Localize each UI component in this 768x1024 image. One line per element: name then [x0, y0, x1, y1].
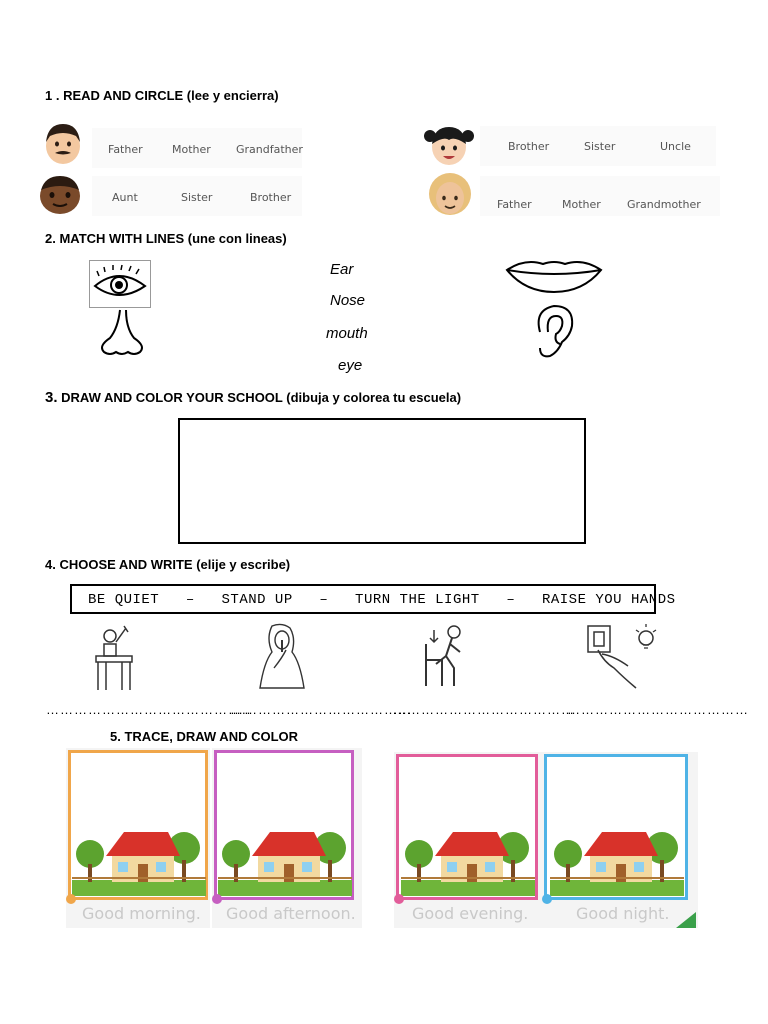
- panel-tag-d: [542, 894, 552, 904]
- house-scene-icon: [400, 824, 536, 896]
- option-uncle[interactable]: Uncle: [660, 140, 691, 153]
- section2-title: 2. MATCH WITH LINES (une con lineas): [45, 231, 287, 246]
- match-word-ear[interactable]: Ear: [330, 261, 354, 278]
- scene-panel-afternoon: [212, 748, 362, 928]
- section3-title: [45, 389, 461, 406]
- caption-good-afternoon: Good afternoon.: [226, 904, 356, 923]
- options-row-4: [480, 176, 720, 216]
- options-row-1: [92, 128, 302, 168]
- caption-good-night: Good night.: [576, 904, 670, 923]
- section3-number: 3.: [45, 389, 58, 406]
- section5-title: 5. TRACE, DRAW AND COLOR: [110, 729, 299, 744]
- man-mustache-face-icon: [42, 120, 84, 166]
- option-grandfather[interactable]: Grandfather: [236, 143, 303, 156]
- house-scene-icon: [548, 824, 686, 896]
- house-scene-icon: [72, 824, 206, 896]
- answer-blank-2[interactable]: …………………………………: [230, 702, 412, 717]
- panel-tag-c: [394, 894, 404, 904]
- panel-tag-a: [66, 894, 76, 904]
- school-drawing-box[interactable]: [178, 418, 586, 544]
- scene-panel-morning: [66, 748, 210, 928]
- match-word-nose[interactable]: Nose: [330, 292, 366, 309]
- option-aunt[interactable]: Aunt: [112, 191, 138, 204]
- option-father[interactable]: Father: [108, 143, 143, 156]
- section1-title: 1 . READ AND CIRCLE (lee y encierra): [45, 88, 279, 103]
- phrase-bank-box: [70, 584, 676, 614]
- panel-tag-b: [212, 894, 222, 904]
- nose-icon: [96, 308, 148, 358]
- option-father[interactable]: Father: [497, 198, 532, 211]
- eye-icon: [89, 260, 151, 308]
- match-word-mouth[interactable]: mouth: [326, 325, 368, 342]
- answer-blank-1[interactable]: ……………………………………..: [46, 702, 252, 717]
- option-brother[interactable]: Brother: [250, 191, 292, 204]
- options-row-2: [92, 176, 302, 216]
- options-row-3: [480, 126, 716, 166]
- dark-skin-face-icon: [37, 172, 83, 216]
- answer-blank-4[interactable]: …………………………………: [567, 702, 749, 717]
- mouth-icon: [503, 254, 605, 296]
- raise-hand-student-icon: [92, 622, 136, 692]
- scene-panel-night: [542, 752, 698, 928]
- option-mother[interactable]: Mother: [562, 198, 601, 211]
- curly-blond-face-icon: [427, 172, 473, 218]
- caption-good-morning: Good morning.: [82, 904, 201, 923]
- section4-title: 4. CHOOSE AND WRITE (elije y escribe): [45, 557, 291, 572]
- option-sister[interactable]: Sister: [181, 191, 213, 204]
- option-brother[interactable]: Brother: [508, 140, 550, 153]
- phrase-bank: BE QUIET – STAND UP – TURN THE LIGHT – RAISE YOU HANDS: [88, 592, 676, 608]
- answer-blank-3[interactable]: …………………………………: [393, 702, 575, 717]
- scene-panel-evening: [394, 752, 542, 928]
- section3-text: DRAW AND COLOR YOUR SCHOOL (dibuja y colorea tu escuela): [61, 390, 462, 405]
- stand-up-person-icon: [420, 624, 468, 688]
- girl-pigtails-face-icon: [424, 122, 474, 168]
- match-word-eye[interactable]: eye: [338, 357, 363, 374]
- option-grandmother[interactable]: Grandmother: [627, 198, 701, 211]
- option-sister[interactable]: Sister: [584, 140, 616, 153]
- corner-triangle-icon: [676, 912, 696, 928]
- ear-icon: [530, 302, 578, 360]
- option-mother[interactable]: Mother: [172, 143, 211, 156]
- caption-good-evening: Good evening.: [412, 904, 529, 923]
- house-scene-icon: [218, 824, 352, 896]
- quiet-girl-icon: [250, 622, 314, 690]
- light-switch-icon: [584, 622, 658, 690]
